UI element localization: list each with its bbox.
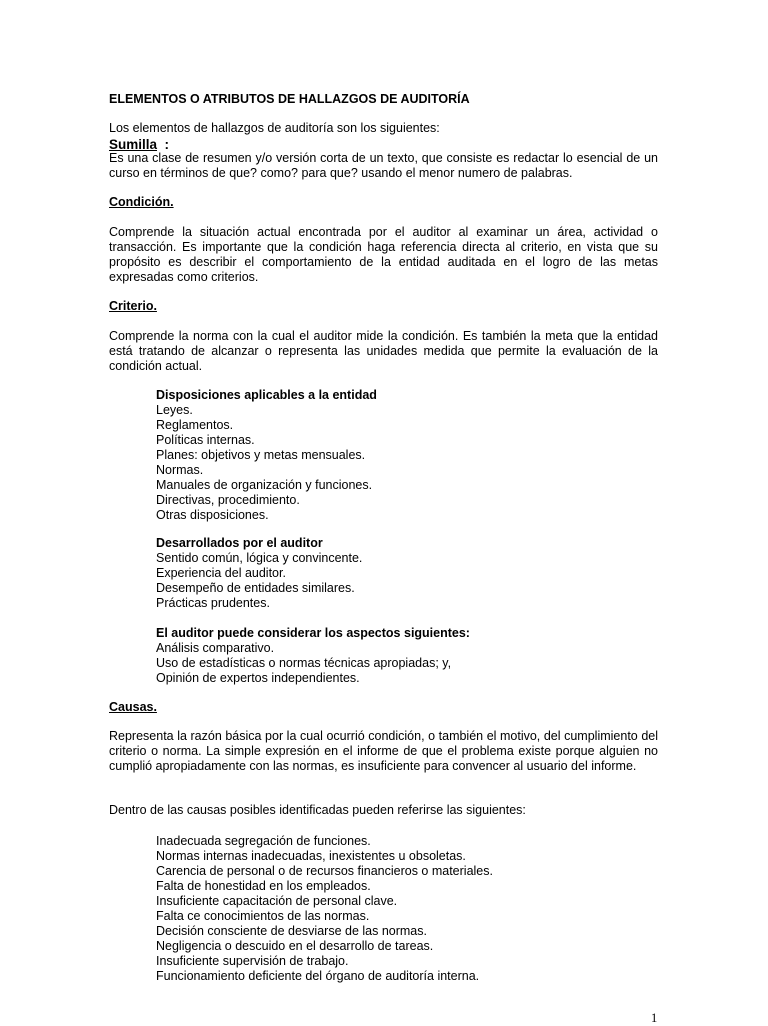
list-item: Sentido común, lógica y convincente.	[156, 551, 363, 565]
causas-list	[156, 834, 493, 984]
condicion-heading: Condición.	[109, 195, 174, 209]
page-title: ELEMENTOS O ATRIBUTOS DE HALLAZGOS DE AUDITORÍA	[109, 92, 470, 106]
list-item: Normas.	[156, 463, 204, 477]
list-item: Desempeño de entidades similares.	[156, 581, 355, 595]
criterio-group-desarrollados	[156, 536, 362, 611]
list-item: Funcionamiento deficiente del órgano de auditoría interna.	[156, 969, 480, 983]
criterio-group-disposiciones	[156, 388, 377, 523]
list-item: Insuficiente supervisión de trabajo.	[156, 954, 349, 968]
list-item: Negligencia o descuido en el desarrollo de tareas.	[156, 939, 434, 953]
list-item: Prácticas prudentes.	[156, 596, 270, 610]
sumilla-heading	[109, 137, 169, 152]
list-item: Leyes.	[156, 403, 193, 417]
page-number: 1	[651, 1011, 658, 1025]
group-title: El auditor puede considerar los aspectos siguientes:	[156, 626, 470, 640]
sumilla-heading-text: Sumilla	[109, 137, 158, 152]
list-item: Otras disposiciones.	[156, 508, 269, 522]
group-title: Disposiciones aplicables a la entidad	[156, 388, 377, 402]
list-item: Uso de estadísticas o normas técnicas apropiadas; y,	[156, 656, 452, 670]
list-item: Reglamentos.	[156, 418, 234, 432]
causas-text: Representa la razón básica por la cual ocurrió condición, o también el motivo, del cumplimiento del criterio o norma. La simple expresión en el informe de que el problema existe porque alguien no cumplió apropiadamente con las normas, es insuficiente para convencer al usuario del informe.	[109, 729, 658, 773]
list-item: Inadecuada segregación de funciones.	[156, 834, 371, 848]
list-item: Experiencia del auditor.	[156, 566, 286, 580]
list-item: Planes: objetivos y metas mensuales.	[156, 448, 366, 462]
list-item: Falta de honestidad en los empleados.	[156, 879, 371, 893]
list-item: Directivas, procedimiento.	[156, 493, 300, 507]
sumilla-colon: :	[164, 137, 170, 152]
list-item: Falta ce conocimientos de las normas.	[156, 909, 370, 923]
list-item: Manuales de organización y funciones.	[156, 478, 373, 492]
sumilla-text: Es una clase de resumen y/o versión corta de un texto, que consiste es redactar lo esencial de un curso en términos de que? como? para que? usando el menor numero de palabras.	[109, 151, 658, 180]
group-title: Desarrollados por el auditor	[156, 536, 323, 550]
list-item: Insuficiente capacitación de personal clave.	[156, 894, 398, 908]
list-item: Políticas internas.	[156, 433, 255, 447]
criterio-heading: Criterio.	[109, 299, 157, 313]
list-item: Opinión de expertos independientes.	[156, 671, 360, 685]
criterio-text: Comprende la norma con la cual el auditor mide la condición. Es también la meta que la entidad está tratando de alcanzar o representa las unidades medida que permite la evaluación de la condición actual.	[109, 329, 658, 373]
list-item: Decisión consciente de desviarse de las normas.	[156, 924, 427, 938]
intro-text: Los elementos de hallazgos de auditoría son los siguientes:	[109, 121, 440, 135]
list-item: Normas internas inadecuadas, inexistentes u obsoletas.	[156, 849, 466, 863]
causas-intro: Dentro de las causas posibles identificadas pueden referirse las siguientes:	[109, 803, 526, 817]
list-item: Carencia de personal o de recursos financieros o materiales.	[156, 864, 493, 878]
causas-heading: Causas.	[109, 700, 157, 714]
list-item: Análisis comparativo.	[156, 641, 275, 655]
condicion-text: Comprende la situación actual encontrada por el auditor al examinar un área, actividad o transacción. Es importante que la condición haga referencia directa al criterio, en vista que su propósito es describir el comportamiento de la entidad auditada en el logro de las metas expresadas como criterios.	[109, 225, 658, 284]
criterio-group-aspectos	[156, 626, 470, 686]
